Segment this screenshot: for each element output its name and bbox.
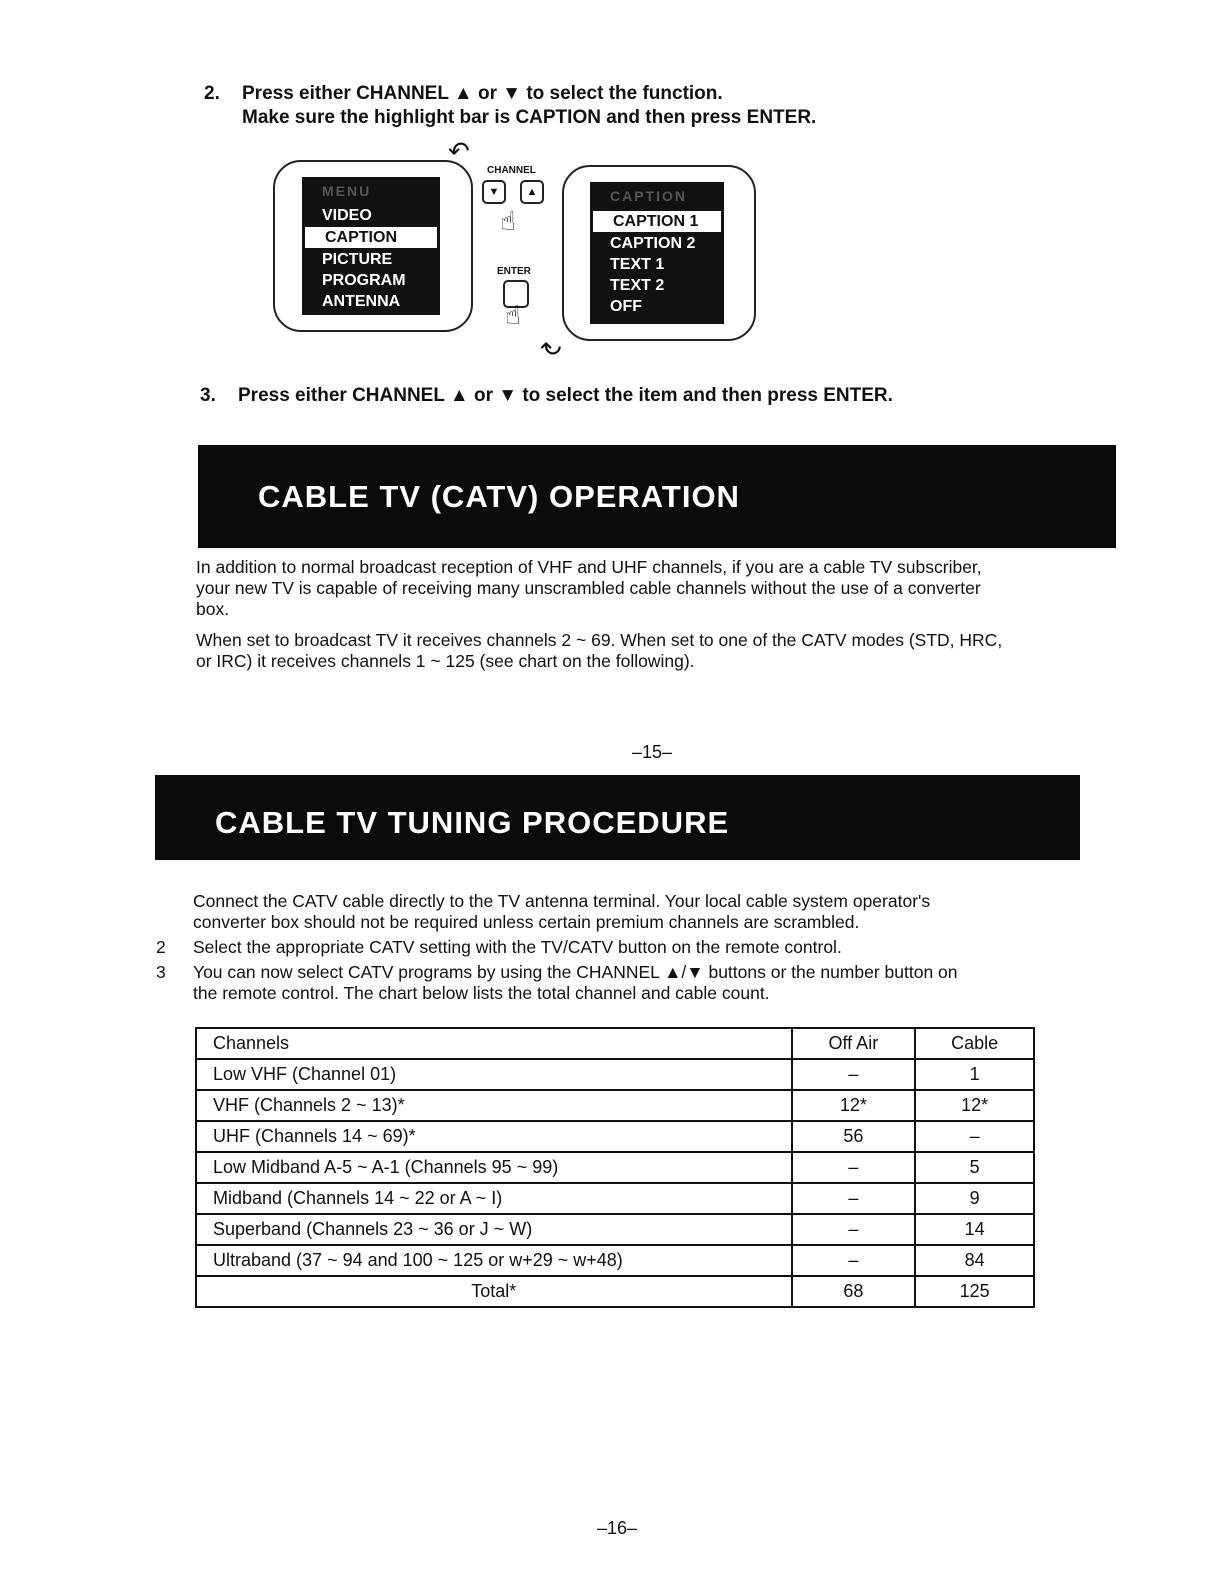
table-row (196, 1152, 1034, 1183)
procedure-item-1 (193, 891, 1073, 933)
table-cell: – (792, 1245, 916, 1276)
table-row (196, 1183, 1034, 1214)
enter-label: ENTER (497, 266, 531, 277)
table-total-row (196, 1276, 1034, 1307)
table-cell: Low VHF (Channel 01) (196, 1059, 792, 1090)
paragraph-line: or IRC) it receives channels 1 ~ 125 (see chart on the following). (196, 651, 695, 671)
procedure-line: the remote control. The chart below lists the total channel and cable count. (193, 983, 770, 1003)
caption-item-off: OFF (610, 298, 642, 315)
step-number: 3. (200, 385, 216, 406)
section-title: CABLE TV (CATV) OPERATION (258, 479, 740, 514)
procedure-item-3 (193, 962, 1073, 1004)
step-text: Press either CHANNEL ▲ or ▼ to select the item and then press ENTER. (238, 385, 893, 406)
column-header: Cable (915, 1028, 1034, 1059)
total-off-air: 68 (792, 1276, 916, 1307)
procedure-number: 3 (156, 962, 166, 982)
menu-screen (302, 177, 440, 315)
table-cell: Low Midband A-5 ~ A-1 (Channels 95 ~ 99) (196, 1152, 792, 1183)
paragraph-catv-intro (196, 557, 1096, 620)
paragraph-line: your new TV is capable of receiving many unscrambled cable channels without the use of a converter (196, 578, 981, 598)
procedure-line: You can now select CATV programs by using the CHANNEL ▲/▼ buttons or the number button on (193, 962, 958, 982)
table-cell: – (792, 1059, 916, 1090)
caption-item-caption-2: CAPTION 2 (610, 235, 696, 252)
section-title: CABLE TV TUNING PROCEDURE (215, 805, 730, 840)
channel-count-table (195, 1027, 1035, 1308)
caption-item-text-1: TEXT 1 (610, 256, 665, 273)
table-cell: 12* (792, 1090, 916, 1121)
step-number: 2. (204, 83, 220, 104)
menu-item-caption: CAPTION (304, 226, 438, 249)
table-cell: 56 (792, 1121, 916, 1152)
section-banner-catv-operation (198, 445, 1116, 548)
table-row (196, 1090, 1034, 1121)
table-row (196, 1245, 1034, 1276)
procedure-number: 2 (156, 937, 166, 957)
table-cell: Superband (Channels 23 ~ 36 or J ~ W) (196, 1214, 792, 1245)
step-2 (204, 82, 904, 132)
step-3 (200, 384, 960, 410)
table-cell: – (792, 1183, 916, 1214)
curved-arrow-icon: ↶ (540, 331, 562, 361)
caption-item-caption-1: CAPTION 1 (592, 210, 722, 233)
table-cell: 5 (915, 1152, 1034, 1183)
procedure-line: converter box should not be required unless certain premium channels are scrambled. (193, 912, 860, 932)
total-label: Total* (196, 1276, 792, 1307)
table-cell: VHF (Channels 2 ~ 13)* (196, 1090, 792, 1121)
pointing-hand-icon: ☝ (500, 206, 516, 236)
procedure-line: Select the appropriate CATV setting with the TV/CATV button on the remote control. (193, 937, 842, 957)
table-cell: UHF (Channels 14 ~ 69)* (196, 1121, 792, 1152)
column-header: Channels (196, 1028, 792, 1059)
table-cell: – (792, 1152, 916, 1183)
caption-screen (590, 182, 724, 324)
column-header: Off Air (792, 1028, 916, 1059)
table-header-row (196, 1028, 1034, 1059)
total-cable: 125 (915, 1276, 1034, 1307)
menu-item-program: PROGRAM (322, 272, 406, 289)
menu-item-video: VIDEO (322, 207, 372, 224)
table-row (196, 1121, 1034, 1152)
paragraph-line: box. (196, 599, 230, 619)
menu-item-antenna: ANTENNA (322, 293, 401, 310)
section-banner-tuning-procedure (155, 775, 1080, 860)
pointing-hand-icon: ☝ (505, 300, 521, 330)
menu-title: MENU (322, 183, 372, 199)
table-cell: – (792, 1214, 916, 1245)
menu-item-picture: PICTURE (322, 251, 393, 268)
table-cell: – (915, 1121, 1034, 1152)
table-cell: 9 (915, 1183, 1034, 1214)
table-cell: 14 (915, 1214, 1034, 1245)
curved-arrow-icon: ↶ (448, 136, 470, 166)
table-row (196, 1214, 1034, 1245)
table-cell: 84 (915, 1245, 1034, 1276)
channel-label: CHANNEL (487, 165, 536, 176)
table-cell: Ultraband (37 ~ 94 and 100 ~ 125 or w+29 ~ w+48) (196, 1245, 792, 1276)
step-text: Press either CHANNEL ▲ or ▼ to select the function. (242, 83, 723, 104)
procedure-item-2 (193, 937, 1073, 958)
table-cell: Midband (Channels 14 ~ 22 or A ~ I) (196, 1183, 792, 1214)
step-text: Make sure the highlight bar is CAPTION and then press ENTER. (242, 107, 817, 128)
channel-up-button: ▲ (520, 180, 544, 204)
page-number: –15– (632, 742, 673, 762)
page-number: –16– (597, 1518, 638, 1538)
channel-down-button: ▼ (482, 180, 506, 204)
caption-title: CAPTION (610, 188, 687, 204)
table-row (196, 1059, 1034, 1090)
paragraph-catv-channels (196, 630, 1106, 672)
paragraph-line: In addition to normal broadcast reception of VHF and UHF channels, if you are a cable TV subscriber, (196, 557, 982, 577)
paragraph-line: When set to broadcast TV it receives channels 2 ~ 69. When set to one of the CATV modes (STD, HRC, (196, 630, 1003, 650)
procedure-line: Connect the CATV cable directly to the TV antenna terminal. Your local cable system operator's (193, 891, 931, 911)
table-cell: 1 (915, 1059, 1034, 1090)
table-cell: 12* (915, 1090, 1034, 1121)
caption-item-text-2: TEXT 2 (610, 277, 665, 294)
